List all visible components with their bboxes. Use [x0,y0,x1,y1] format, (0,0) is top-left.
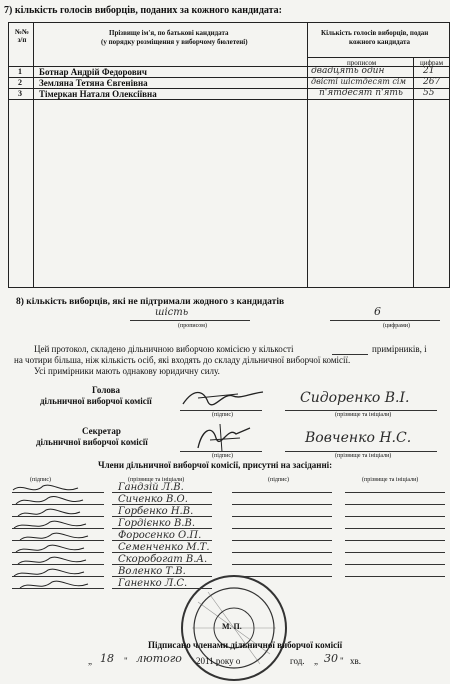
member-line [12,516,104,517]
secretary-signature [190,420,260,454]
votes-words: двісті шістдесят сім [311,77,407,86]
member-line [232,492,332,493]
member-signatures [8,480,98,595]
head-name-caption: (прізвище та ініціали) [335,412,392,418]
section7-title: 7) кількість голосів виборців, поданих за кожного кандидата: [4,5,282,16]
secretary-title: Секретар [82,426,121,436]
member-line [12,492,104,493]
footer-minute: 30 [324,652,338,665]
protocol-line3: Усі примірники мають однакову юридичну силу. [34,366,220,376]
candidate-name: Ботнар Андрій Федорович [39,67,147,77]
member-line [345,540,445,541]
votes-digits: 55 [423,88,435,98]
votes-digits: 21 [423,66,435,76]
footer-year: 2011 року о [196,656,241,666]
member-line [112,540,212,541]
stamp-label: М. П. [222,622,242,631]
members-col-sig2: (підпис) [268,477,290,483]
member-line [12,552,104,553]
member-line [112,492,212,493]
section8-words: шість [155,307,189,318]
col-divider [413,57,414,287]
section8-digits: 6 [374,305,381,318]
member-name: Горбенко Н.В. [118,506,194,517]
member-name: Ганенко Л.С. [118,578,188,589]
footer-month: лютого [136,652,182,665]
member-line [232,564,332,565]
row-num: 2 [18,78,22,87]
member-line [12,588,104,589]
footer-day: 18 [100,652,114,665]
member-line [112,564,212,565]
head-name: Сидоренко В.І. [300,390,410,406]
header-name: Прізвище ім'я, по батькові кандидата [109,29,229,37]
head-sig-caption: (підпис) [212,412,234,418]
members-col-name2: (прізвище та ініціали) [362,477,419,483]
member-line [12,564,104,565]
secretary-name-caption: (прізвище та ініціали) [335,453,392,459]
member-line [232,540,332,541]
header-num: №№ з/п [14,28,30,44]
member-line [232,528,332,529]
footer-text: Підписано членами дільничної виборчої комісії [148,640,343,650]
candidate-name: Тімеркан Наталя Олексіївна [39,89,157,99]
member-line [112,528,212,529]
member-line [232,552,332,553]
member-name: Гордієнко В.В. [118,518,195,529]
member-line [12,528,104,529]
member-name: Сиченко В.О. [118,494,188,505]
head-title-sub: дільничної виборчої комісії [40,396,152,406]
votes-digits: 267 [423,77,441,87]
footer-min-close-quote: " [340,656,344,666]
secretary-sig-caption: (підпис) [212,453,234,459]
digits-underline [330,320,440,321]
protocol-line1: Цей протокол, складено дільничною виборчою комісією у кількості [34,344,294,354]
members-col-name1: (прізвище та ініціали) [128,477,185,483]
member-line [345,528,445,529]
member-line [12,504,104,505]
member-line [345,504,445,505]
member-line [112,516,212,517]
votes-table [8,22,450,288]
member-name: Воленко Т.В. [118,566,186,577]
member-line [12,540,104,541]
header-words: прописом [347,59,377,67]
votes-words: двадцять один [311,66,385,76]
footer-min-label: хв. [350,656,361,666]
protocol-line1-end: примірників, і [372,344,427,354]
col-divider [307,23,308,287]
digits-caption: (цифрами) [383,323,410,329]
candidate-name: Землянa Тетяна Євгенівна [39,78,148,88]
member-line [345,564,445,565]
member-line [345,552,445,553]
header-votes-sub: кожного кандидата [349,38,411,46]
footer-hour-label: год. [290,656,305,666]
footer-close-quote: " [124,656,128,666]
footer-open-quote: „ [88,656,92,666]
member-line [345,492,445,493]
header-votes: Кількість голосів виборців, подан [321,29,429,37]
footer-min-open-quote: „ [314,656,318,666]
member-line [345,576,445,577]
col-divider [33,23,34,287]
header-digits: цифрам [420,59,444,67]
member-name: Гандзій Л.В. [118,482,184,493]
member-name: Скоробогат В.А. [118,554,208,565]
members-title: Члени дільничної виборчої комісії, присутні на засіданні: [98,460,333,470]
member-name: Форосенко О.П. [118,530,202,541]
row-divider [307,57,449,58]
row-num: 3 [18,89,22,98]
secretary-sig-line [180,451,262,452]
header-name-sub: (у порядку розміщення у виборчому бюлетені) [101,38,248,46]
member-line [12,576,104,577]
member-line [112,552,212,553]
member-line [112,504,212,505]
head-sig-line [180,410,262,411]
section8-label: 8) кількість виборців, які не підтримали жодного з кандидатів [16,297,285,307]
protocol-line2: на чотири більша, ніж кількість осіб, які входять до складу дільничної виборчої комісії. [14,355,351,365]
member-line [345,516,445,517]
row-num: 1 [18,67,22,76]
member-name: Семенченко М.Т. [118,542,210,553]
head-name-line [285,410,437,411]
head-title: Голова [92,385,121,395]
words-caption: (прописом) [178,323,207,329]
secretary-name-line [285,451,437,452]
member-line [232,516,332,517]
member-line [232,504,332,505]
words-underline [130,320,250,321]
votes-words: п'ятдесят п'ять [319,88,403,98]
secretary-name: Вовченко Н.С. [305,430,412,446]
row-divider [9,99,449,100]
members-col-sig1: (підпис) [30,477,52,483]
secretary-title-sub: дільничної виборчої комісії [36,437,148,447]
